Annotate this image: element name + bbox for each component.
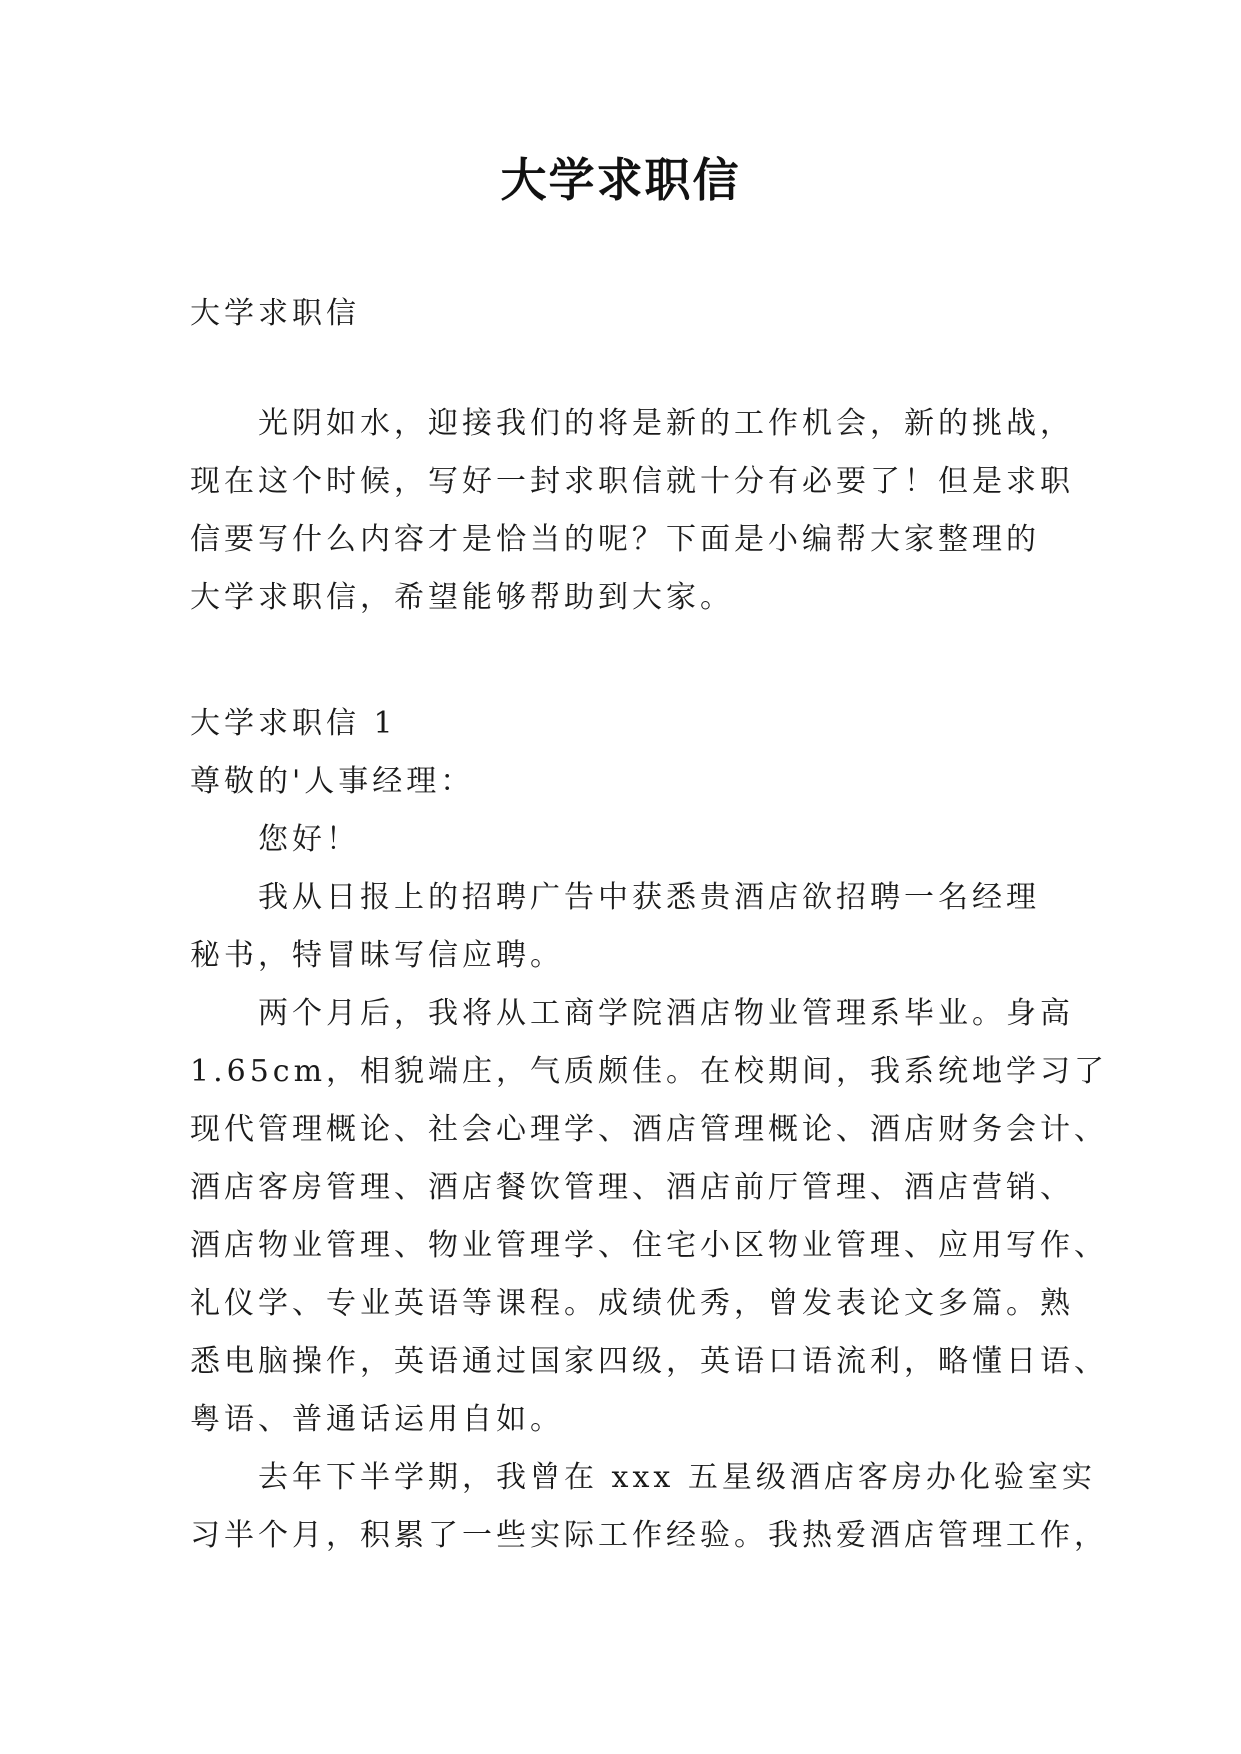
paragraph-line: 我从日报上的招聘广告中获悉贵酒店欲招聘一名经理 [258, 880, 1040, 915]
intro-paragraph [190, 395, 1074, 627]
paragraph-line: 两个月后，我将从工商学院酒店物业管理系毕业。身高 [258, 996, 1074, 1031]
document-subtitle [190, 285, 1070, 343]
paragraph-line: 悉电脑操作，英语通过国家四级，英语口语流利，略懂日语、 [190, 1344, 1108, 1379]
paragraph-line: 现代管理概论、社会心理学、酒店管理概论、酒店财务会计、 [190, 1112, 1108, 1147]
section-heading [190, 695, 1070, 753]
paragraph-line: 习半个月，积累了一些实际工作经验。我热爱酒店管理工作， [190, 1518, 1108, 1553]
paragraph-line: 礼仪学、专业英语等课程。成绩优秀，曾发表论文多篇。熟 [190, 1286, 1074, 1321]
paragraph-line: 粤语、普通话运用自如。 [190, 1402, 564, 1437]
intro-line: 信要写什么内容才是恰当的呢？下面是小编帮大家整理的 [190, 522, 1040, 557]
paragraph-line: 1.65cm，相貌端庄，气质颇佳。在校期间，我系统地学习了 [190, 1054, 1109, 1089]
paragraph-line: 秘书，特冒昧写信应聘。 [190, 938, 564, 973]
section-heading-text: 大学求职信 1 [190, 706, 397, 741]
paragraph-line: 酒店客房管理、酒店餐饮管理、酒店前厅管理、酒店营销、 [190, 1170, 1074, 1205]
intro-line: 现在这个时候，写好一封求职信就十分有必要了！但是求职 [190, 464, 1074, 499]
greeting: 您好！ [258, 822, 360, 857]
intro-line: 大学求职信，希望能够帮助到大家。 [190, 580, 734, 615]
letter-body [190, 753, 1109, 1565]
document-title: 大学求职信 [500, 153, 741, 207]
intro-line: 光阴如水，迎接我们的将是新的工作机会，新的挑战， [258, 406, 1074, 441]
subtitle-line: 大学求职信 [190, 296, 360, 331]
paragraph-line: 去年下半学期，我曾在 xxx 五星级酒店客房办化验室实 [258, 1460, 1096, 1495]
paragraph-line: 酒店物业管理、物业管理学、住宅小区物业管理、应用写作、 [190, 1228, 1108, 1263]
salutation: 尊敬的'人事经理： [190, 764, 475, 799]
